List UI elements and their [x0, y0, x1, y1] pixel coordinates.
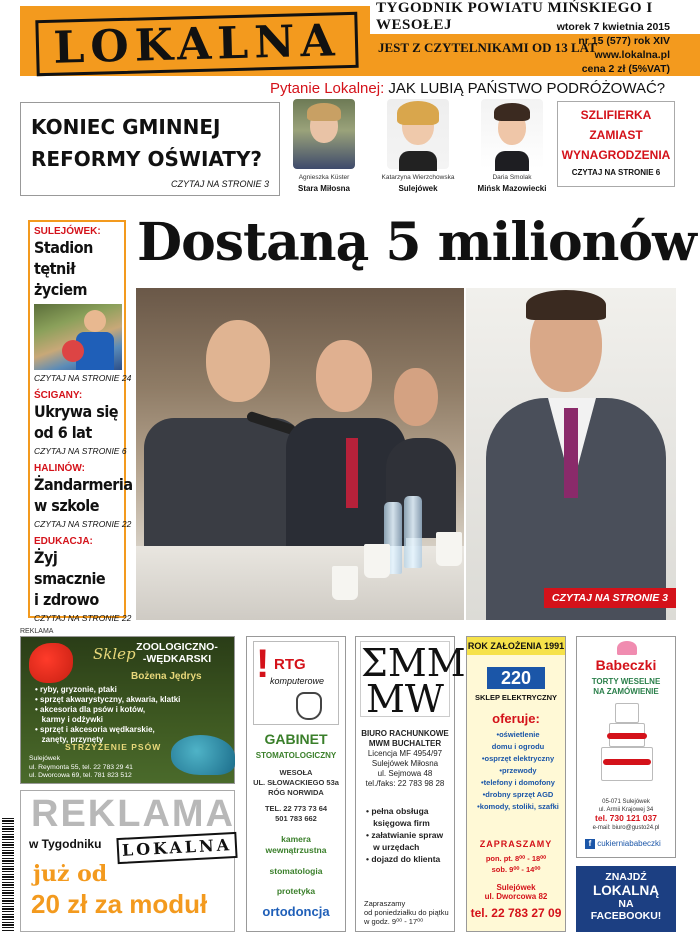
- website-link[interactable]: www.lokalna.pl: [594, 49, 670, 61]
- question-label: Pytanie Lokalnej:: [270, 80, 385, 97]
- list-item: księgowa firm: [366, 818, 430, 828]
- list-item: zanęty, przynęty: [35, 735, 104, 744]
- ad-bakery-name: Babeczki: [595, 657, 657, 673]
- hours-line: w godz. 9⁰⁰ - 17⁰⁰: [364, 917, 424, 926]
- list-item: • sprzęt i akcesoria wędkarskie,: [35, 725, 155, 734]
- ad-bakery[interactable]: [576, 636, 676, 858]
- ad-220-oferuje: oferuje:: [492, 711, 540, 726]
- masthead-slogan: JEST Z CZYTELNIKAMI OD 13 LAT: [378, 40, 597, 55]
- barcode: [2, 818, 14, 932]
- teaser-read-more[interactable]: CZYTAJ NA STRONIE 3: [170, 179, 269, 189]
- address-line: ul. Dworcowa 82: [484, 892, 548, 901]
- story-title: Ukrywa się: [34, 402, 119, 421]
- list-item: karmy i odżywki: [35, 715, 104, 724]
- face-name: Daria Smolak: [492, 174, 532, 181]
- story-title: w szkole: [34, 496, 99, 515]
- face-name: Katarzyna Wierzchowska: [381, 174, 455, 181]
- hours-line: Zapraszamy: [364, 899, 406, 908]
- hours-line: od poniedziałku do piątku: [364, 908, 449, 917]
- list-item: •przewody: [499, 766, 537, 775]
- issue-number: nr 15 (577) rok XIV: [578, 35, 670, 47]
- sub-line: TORTY WESELNE: [591, 677, 661, 686]
- sidebar-story-gendarmerie[interactable]: [34, 463, 133, 529]
- ad-zoo-owner: Bożena Jędrys: [131, 671, 202, 682]
- logo-line: ΣMM: [361, 641, 466, 685]
- ad-zoo-title-line2: -WĘDKARSKI: [142, 653, 212, 665]
- ad-mwm-license: Licencja MF 4954/97: [367, 749, 443, 758]
- ad-220-header: ROK ZAŁOŻENIA 1991: [467, 637, 565, 655]
- list-item: •oświetlenie: [496, 730, 540, 739]
- ad-zoo-service: STRZYŻENIE PSÓW: [65, 742, 162, 752]
- ad-220-invite: ZAPRASZAMY: [479, 839, 553, 849]
- ad-220-hours: [467, 853, 565, 875]
- list-item: • pełna obsługa: [366, 806, 429, 816]
- address-line: Sulejówek Miłosna: [371, 759, 439, 768]
- facebook-icon: f: [585, 839, 595, 849]
- ad-bakery-facebook[interactable]: [585, 839, 661, 849]
- face-1: [293, 99, 355, 193]
- ad-electrical-shop[interactable]: [466, 636, 566, 932]
- phone-line: tel./faks: 22 783 98 28: [365, 779, 445, 788]
- fb-promo-line: ZNAJDŹ: [605, 871, 647, 883]
- sidebar-story-education[interactable]: [34, 536, 132, 623]
- hours-line: sob. 9⁰⁰ - 14⁰⁰: [491, 865, 541, 874]
- ad-220-logo: 220: [487, 667, 545, 689]
- question-strip: [270, 80, 665, 97]
- exclamation-icon: !: [256, 642, 270, 686]
- ad-promo-price: 20 zł za moduł: [31, 889, 208, 919]
- ad-zoo-title-line1: ZOOLOGICZNO-: [136, 641, 218, 653]
- logo-line: MW: [366, 677, 444, 721]
- ad-facebook-promo[interactable]: [576, 866, 676, 932]
- portrait-photo: [387, 99, 449, 169]
- photo-panel-council: [136, 288, 464, 620]
- story-title: życiem: [34, 280, 87, 299]
- list-item: w urzędach: [366, 842, 420, 852]
- ad-advertise-promo[interactable]: [20, 790, 235, 932]
- ad-promo-logo: LOKALNA: [116, 832, 237, 864]
- portrait-photo: [481, 99, 543, 169]
- masthead-tagline: TYGODNIK POWIATU MIŃSKIEGO I WESOŁEJ: [370, 0, 700, 34]
- address-line: 05-071 Sulejówek: [602, 799, 650, 805]
- story-read-more[interactable]: CZYTAJ NA STRONIE 6: [34, 446, 127, 456]
- service-line: wewnątrzustna: [265, 845, 327, 855]
- ad-rtg-service: [247, 834, 345, 856]
- address-line: ul. Dworcowa 69, tel. 781 823 512: [29, 772, 132, 779]
- ad-rtg-address: [247, 768, 345, 824]
- ad-zoo-sklep: Sklep: [93, 645, 136, 663]
- issue-info: [557, 20, 670, 76]
- address-line: WESOŁA: [279, 768, 313, 777]
- teaser-right-line3: WYNAGRODZENIA: [561, 148, 671, 162]
- ad-mwm-logo: [360, 641, 466, 721]
- ad-rtg-service: protetyka: [276, 886, 316, 896]
- face-town: Stara Miłosna: [297, 184, 350, 193]
- list-item: • załatwianie spraw: [366, 830, 444, 840]
- story-title: Stadion tętnił: [34, 238, 93, 278]
- story-title: i zdrowo: [34, 590, 99, 609]
- story-read-more[interactable]: CZYTAJ NA STRONIE 22: [34, 613, 132, 623]
- ad-zoo-title: [117, 641, 237, 665]
- phone-line: TEL. 22 773 73 64: [264, 804, 328, 813]
- ad-rtg-body: [247, 731, 345, 919]
- address-line: ul. Sejmowa 48: [377, 769, 433, 778]
- news-sidebar: [28, 220, 133, 623]
- ad-zoo-list: [35, 685, 180, 745]
- list-item: • sprzęt akwarystyczny, akwaria, klatki: [35, 695, 181, 704]
- ad-bakery-phone: tel. 730 121 037: [595, 813, 657, 823]
- face-name: Agnieszka Küster: [298, 174, 350, 181]
- ad-accounting-office[interactable]: [355, 636, 466, 932]
- face-2: [381, 99, 455, 193]
- logo-text: LOKALNA: [52, 14, 342, 74]
- photo-panel-speaker: [466, 288, 676, 620]
- ad-rtg-service: ortodoncja: [262, 904, 330, 919]
- face-town: Mińsk Mazowiecki: [477, 184, 547, 193]
- ad-mwm-info: [356, 729, 454, 789]
- service-line: kamera: [281, 834, 311, 844]
- masthead: [0, 0, 700, 80]
- list-item: • dojazd do klienta: [366, 854, 441, 864]
- story-kicker: EDUKACJA:: [34, 536, 93, 547]
- fb-promo-line: FACEBOOKU!: [590, 910, 662, 922]
- portrait-photo: [293, 99, 355, 169]
- fb-promo-line: NA: [618, 898, 634, 910]
- list-item: •drobny sprzęt AGD: [482, 790, 554, 799]
- phone-line: 501 783 662: [275, 814, 317, 823]
- ad-rtg-stomat: STOMATOLOGICZNY: [255, 751, 337, 760]
- issue-date: wtorek 7 kwietnia 2015: [556, 21, 670, 33]
- story-kicker: ŚCIGANY:: [34, 390, 83, 401]
- ad-rtg-sub: komputerowe: [270, 676, 325, 686]
- story-kicker: HALINÓW:: [34, 463, 85, 474]
- ad-220-list: [473, 729, 563, 813]
- wedding-cake-image: [601, 703, 653, 787]
- main-photo: [136, 288, 676, 620]
- ad-220-sub: SKLEP ELEKTRYCZNY: [474, 693, 558, 702]
- phone-line: tel. 22 783 27 09: [470, 906, 562, 920]
- ad-mwm-title: BIURO RACHUNKOWE: [361, 729, 449, 738]
- list-item: domu i ogrodu: [491, 742, 545, 751]
- fb-promo-line: LOKALNĄ: [593, 883, 659, 898]
- ad-promo-reklama: REKLAMA: [31, 793, 235, 835]
- address-line: RÓG NORWIDA: [268, 788, 324, 797]
- address-line: Sulejówek: [29, 755, 60, 762]
- newspaper-logo[interactable]: [35, 12, 358, 76]
- ad-bakery-address: [577, 799, 675, 814]
- teaser-right-line2: ZAMIAST: [589, 128, 643, 142]
- question-text: JAK LUBIĄ PAŃSTWO PODRÓŻOWAĆ?: [388, 80, 666, 97]
- ad-zoo-address: [29, 755, 133, 781]
- ads-section-label: REKLAMA: [20, 628, 54, 635]
- list-item: • akcesoria dla psów i kotów,: [35, 705, 146, 714]
- facebook-handle: cukierniababeczki: [597, 839, 661, 848]
- story-photo: [34, 304, 122, 370]
- story-kicker: SULEJÓWEK:: [34, 226, 101, 237]
- ad-mwm-hours: [364, 899, 449, 926]
- address-line: ul. Armii Krajowej 34: [598, 806, 654, 813]
- ad-220-address: [467, 873, 565, 933]
- list-item: •komody, stoliki, szafki: [477, 802, 559, 811]
- teaser-right-read-more[interactable]: CZYTAJ NA STRONIE 6: [571, 168, 661, 177]
- teaser-reform[interactable]: [20, 102, 280, 196]
- ad-promo-juz: już od: [33, 861, 108, 887]
- list-item: • ryby, gryzonie, ptaki: [35, 685, 117, 694]
- ad-rtg-gabinet: GABINET: [264, 731, 328, 747]
- ad-mwm-services: [366, 805, 443, 865]
- hours-line: pon. pt. 8⁰⁰ - 18⁰⁰: [485, 854, 547, 863]
- address-line: Sulejówek: [496, 883, 536, 892]
- teaser-grinder[interactable]: [557, 101, 675, 187]
- story-title: Żandarmeria: [34, 475, 133, 494]
- teaser-title-line1: KONIEC GMINNEJ: [31, 115, 221, 139]
- story-title: od 6 lat: [34, 423, 92, 442]
- story-read-more[interactable]: CZYTAJ NA STRONIE 24: [34, 373, 132, 383]
- issue-price: cena 2 zł (5%VAT): [581, 63, 670, 75]
- list-item: •osprzęt elektryczny: [481, 754, 555, 763]
- reader-faces: [285, 99, 555, 197]
- teaser-title-line2: REFORMY OŚWIATY?: [31, 147, 263, 171]
- lizard-image: [171, 735, 235, 775]
- address-line: ul. Reymonta 55, tel. 22 783 29 41: [29, 763, 133, 771]
- ad-dental-clinic[interactable]: [246, 636, 346, 932]
- sub-line: NA ZAMÓWIENIE: [593, 687, 659, 696]
- ad-promo-w: w Tygodniku: [29, 837, 102, 851]
- address-line: UL. SŁOWACKIEGO 53a: [253, 778, 339, 787]
- face-town: Sulejówek: [398, 184, 438, 193]
- parrot-image: [29, 643, 73, 683]
- ad-rtg-service: stomatologia: [269, 866, 323, 876]
- sidebar-story-wanted[interactable]: [34, 390, 127, 456]
- ad-rtg-logo-box: [253, 641, 339, 725]
- teaser-right-line1: SZLIFIERKA: [580, 108, 652, 122]
- story-title: Żyj smacznie: [34, 548, 106, 588]
- story-read-more[interactable]: CZYTAJ NA STRONIE 22: [34, 519, 132, 529]
- face-3: [477, 99, 547, 193]
- ad-bakery-sub: [577, 677, 675, 697]
- list-item: •telefony i domofony: [481, 778, 555, 787]
- ad-pet-shop[interactable]: [20, 636, 235, 784]
- ad-bakery-email[interactable]: e-mail: biuro@gusto24.pl: [592, 825, 660, 831]
- main-headline[interactable]: Dostaną 5 milionów: [137, 212, 696, 273]
- main-photo-read-more[interactable]: CZYTAJ NA STRONIE 3: [544, 588, 676, 608]
- ad-rtg-logo: RTG: [274, 656, 306, 673]
- tooth-icon: [296, 692, 322, 720]
- sidebar-story-stadium[interactable]: [34, 226, 132, 383]
- ad-mwm-title: MWM BUCHALTER: [368, 739, 442, 748]
